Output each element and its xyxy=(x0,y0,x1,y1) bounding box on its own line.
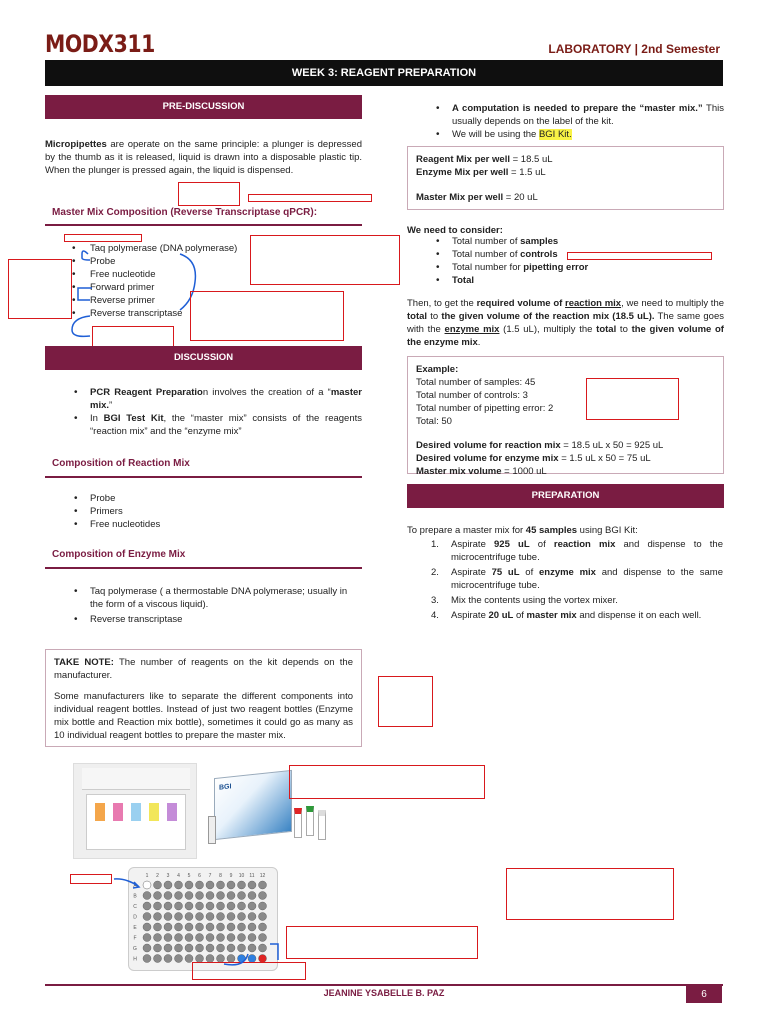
plate-well xyxy=(185,944,193,952)
tube-white-cap-icon xyxy=(318,810,326,840)
plate-well xyxy=(227,881,235,889)
plate-well xyxy=(143,892,151,900)
annotation-box xyxy=(8,259,72,319)
arrow-icon xyxy=(112,874,142,890)
plate-well xyxy=(227,902,235,910)
desired-enzyme: Desired volume for enzyme mix = 1.5 uL x 50 = 75 uL xyxy=(416,453,651,464)
plate-well xyxy=(154,934,162,942)
semester-label: LABORATORY | 2nd Semester xyxy=(548,42,720,56)
plate-well xyxy=(206,892,214,900)
annotation-box xyxy=(506,868,674,920)
example-title: Example: xyxy=(416,364,459,375)
plate-well xyxy=(227,923,235,931)
annotation-box xyxy=(178,182,240,206)
example-line: Total number of samples: 45 xyxy=(416,377,536,388)
list-item: • Taq polymerase ( a thermostable DNA polymerase; usually in the form of a viscous liquid). xyxy=(68,585,360,611)
tube-icon xyxy=(131,803,141,821)
tube-icon xyxy=(113,803,123,821)
plate-col-label: 7 xyxy=(208,873,212,879)
footer-rule xyxy=(45,984,723,986)
plate-well xyxy=(238,902,246,910)
plate-well xyxy=(206,934,214,942)
plate-well xyxy=(143,913,151,921)
plate-well xyxy=(143,934,151,942)
annotation-box xyxy=(250,235,400,285)
plate-well xyxy=(248,881,256,889)
plate-well xyxy=(196,913,204,921)
plate-well xyxy=(196,881,204,889)
highlight: BGI Kit. xyxy=(538,129,572,140)
plate-col-label: 6 xyxy=(198,873,201,879)
plate-well xyxy=(259,913,267,921)
plate-row-label: D xyxy=(133,914,137,921)
section-rule xyxy=(45,476,362,478)
prep-intro: To prepare a master mix for 45 samples using BGI Kit: xyxy=(407,525,638,536)
kit-brand-label: BGI xyxy=(219,783,232,792)
course-code: MODX311 xyxy=(45,30,155,58)
enzyme-list xyxy=(68,585,360,626)
plate-well xyxy=(248,892,256,900)
plate-row-label: C xyxy=(133,904,137,910)
plate-well xyxy=(164,881,172,889)
tube-red-cap-icon xyxy=(294,808,302,838)
plate-well xyxy=(154,881,162,889)
plate-well xyxy=(154,923,162,931)
example-line: Total number of pipetting error: 2 xyxy=(416,403,554,414)
plate-col-label: 1 xyxy=(145,873,149,879)
prep-steps xyxy=(407,538,723,622)
plate-well xyxy=(164,923,172,931)
plate-well xyxy=(217,923,225,931)
bracket-arrows-icon xyxy=(60,240,210,340)
plate-well xyxy=(154,892,162,900)
list-item: • Forward primer xyxy=(66,281,266,294)
footer-author: JEANINE YSABELLE B. PAZ xyxy=(323,988,445,998)
example-line: Total: 50 xyxy=(416,416,452,427)
plate-well xyxy=(259,892,267,900)
plate-well xyxy=(175,934,183,942)
plate-well xyxy=(238,881,246,889)
prediscussion-header: PRE-DISCUSSION xyxy=(45,95,362,119)
reaction-list xyxy=(68,492,358,531)
reaction-mix-title: Composition of Reaction Mix xyxy=(52,458,190,469)
consider-list xyxy=(430,235,720,287)
plate-well xyxy=(175,923,183,931)
plate-col-label: 3 xyxy=(166,873,170,879)
plate-well xyxy=(185,934,193,942)
plate-col-label: 4 xyxy=(177,873,180,879)
plate-well xyxy=(217,892,225,900)
plate-well xyxy=(196,892,204,900)
plate-well xyxy=(217,902,225,910)
tube-icon xyxy=(149,803,159,821)
preparation-header: PREPARATION xyxy=(407,484,724,508)
plate-well xyxy=(238,913,246,921)
reagent-kit-photo xyxy=(73,763,197,859)
master-per-well: Master Mix per well = 20 uL xyxy=(416,192,538,203)
arrow-icon xyxy=(214,940,284,968)
plate-well xyxy=(143,923,151,931)
plate-col-label: 9 xyxy=(229,873,233,879)
plate-well xyxy=(206,902,214,910)
plate-well xyxy=(164,944,172,952)
plate-row-label: E xyxy=(133,925,137,931)
plate-well xyxy=(164,902,172,910)
plate-well xyxy=(259,902,267,910)
plate-well xyxy=(248,902,256,910)
plate-well xyxy=(175,892,183,900)
list-item: • We will be using the BGI Kit. xyxy=(430,128,724,141)
plate-well xyxy=(175,944,183,952)
plate-well xyxy=(259,923,267,931)
master-mix-title: Master Mix Composition (Reverse Transcriptase qPCR): xyxy=(52,207,318,218)
plate-well xyxy=(164,934,172,942)
tube-icon xyxy=(167,803,177,821)
plate-well xyxy=(206,944,214,952)
example-line: Total number of controls: 3 xyxy=(416,390,528,401)
annotation-box xyxy=(567,252,712,260)
plate-well xyxy=(164,913,172,921)
annotation-box xyxy=(586,378,679,420)
list-item: • Reverse primer xyxy=(66,294,266,307)
computation-list xyxy=(430,102,724,141)
kit-lid xyxy=(82,768,190,790)
list-item: • Primers xyxy=(68,505,358,518)
plate-well xyxy=(217,881,225,889)
plate-col-label: 11 xyxy=(249,873,255,879)
annotation-box xyxy=(70,874,112,884)
annotation-box xyxy=(248,194,372,202)
page-number: 6 xyxy=(686,986,722,1003)
discussion-header: DISCUSSION xyxy=(45,346,362,370)
take-note-box xyxy=(45,649,362,747)
per-well-box xyxy=(407,146,724,210)
plate-col-label: 2 xyxy=(156,873,159,879)
plate-well xyxy=(154,955,162,963)
plate-well xyxy=(196,934,204,942)
enzyme-mix-title: Composition of Enzyme Mix xyxy=(52,549,186,560)
plate-well xyxy=(196,944,204,952)
plate-well xyxy=(143,955,151,963)
list-item: • Total xyxy=(430,274,720,287)
list-item: • Probe xyxy=(66,255,266,268)
list-item: • In BGI Test Kit, the “master mix” consists of the reagents “reaction mix” and the “enzyme mix” xyxy=(68,412,362,438)
plate-col-label: 10 xyxy=(238,873,245,879)
plate-row-label: G xyxy=(133,946,137,952)
plate-row-label: F xyxy=(133,935,137,942)
plate-well xyxy=(206,923,214,931)
plate-well xyxy=(185,923,193,931)
plate-well xyxy=(206,881,214,889)
vial-icon xyxy=(208,816,216,844)
plate-well xyxy=(217,913,225,921)
list-item: • Total number of controls xyxy=(430,248,720,261)
tube-green-cap-icon xyxy=(306,806,314,836)
tube-icon xyxy=(95,803,105,821)
plate-well xyxy=(238,892,246,900)
plate-well xyxy=(259,881,267,889)
plate-well xyxy=(143,881,151,889)
list-item: • Free nucleotides xyxy=(68,518,358,531)
plate-well xyxy=(185,913,193,921)
enzyme-per-well: Enzyme Mix per well = 1.5 uL xyxy=(416,167,546,178)
plate-row-label: H xyxy=(133,956,137,963)
plate-well xyxy=(175,881,183,889)
reagent-per-well: Reagent Mix per well = 18.5 uL xyxy=(416,154,553,165)
section-rule xyxy=(45,567,362,569)
annotation-box xyxy=(190,291,344,341)
plate-well xyxy=(154,944,162,952)
plate-well xyxy=(196,923,204,931)
annotation-box xyxy=(289,765,485,799)
plate-well xyxy=(175,955,183,963)
list-item: • Free nucleotide xyxy=(66,268,266,281)
list-item: • Total number for pipetting error xyxy=(430,261,720,274)
plate-well xyxy=(227,892,235,900)
plate-well xyxy=(238,923,246,931)
plate-well xyxy=(154,913,162,921)
list-item: • Total number of samples xyxy=(430,235,720,248)
plate-well xyxy=(248,923,256,931)
list-item: • PCR Reagent Preparation involves the creation of a “master mix.” xyxy=(68,386,362,412)
plate-well xyxy=(143,944,151,952)
note-body: Some manufacturers like to separate the different components into individual reagent bottles. Instead of just two reagent bottles (Enzyme mix bottle and Reaction mix bottle), sometimes it could go as many as 10 individual reagent bottles to prepare the master mix. xyxy=(54,691,353,741)
plate-well xyxy=(248,913,256,921)
plate-well xyxy=(227,913,235,921)
plate-well xyxy=(196,902,204,910)
kit-box xyxy=(86,794,186,850)
plate-well xyxy=(185,902,193,910)
master-mix-volume: Master mix volume = 1000 uL xyxy=(416,466,547,477)
kit-package xyxy=(214,770,292,840)
micropipette-paragraph xyxy=(45,138,362,177)
plate-well xyxy=(185,881,193,889)
annotation-box xyxy=(286,926,478,959)
annotation-box xyxy=(378,676,433,727)
plate-row-label: B xyxy=(133,893,137,900)
plate-col-label: 12 xyxy=(259,873,266,879)
list-item: 2. Aspirate 75 uL of enzyme mix and dispense to the same microcentrifuge tube. xyxy=(431,567,723,591)
plate-row-label: A xyxy=(133,883,137,889)
micropipette-term: Micropipettes xyxy=(45,139,107,150)
plate-col-label: 5 xyxy=(187,873,191,879)
desired-reaction: Desired volume for reaction mix = 18.5 uL x 50 = 925 uL xyxy=(416,440,664,451)
plate-well xyxy=(206,913,214,921)
list-item: • Taq polymerase (DNA polymerase) xyxy=(66,242,266,255)
discussion-list xyxy=(68,386,362,438)
list-item: • Probe xyxy=(68,492,358,505)
plate-well xyxy=(175,902,183,910)
plate-well xyxy=(164,955,172,963)
note-intro: TAKE NOTE: The number of reagents on the kit depends on the manufacturer. xyxy=(54,657,353,681)
week-title-bar: WEEK 3: REAGENT PREPARATION xyxy=(45,60,723,86)
plate-well xyxy=(143,902,151,910)
list-item: 3. Mix the contents using the vortex mixer. xyxy=(431,595,618,606)
plate-col-label: 8 xyxy=(219,873,222,879)
list-item: 1. Aspirate 925 uL of reaction mix and dispense to the microcentrifuge tube. xyxy=(431,539,723,563)
plate-well xyxy=(154,902,162,910)
section-rule xyxy=(45,224,362,226)
list-item: • Reverse transcriptase xyxy=(66,307,266,320)
plate-well xyxy=(185,892,193,900)
plate-well xyxy=(164,892,172,900)
list-item: • A computation is needed to prepare the “master mix.” This usually depends on the label of the kit. xyxy=(430,102,724,128)
consider-title: We need to consider: xyxy=(407,225,503,236)
then-paragraph: Then, to get the required volume of reaction mix, we need to multiply the total to the given volume of the reaction mix (18.5 uL). The same goes with the enzyme mix (1.5 uL), multiply the total to the given volume of the enzyme mix. xyxy=(407,298,725,348)
micropipette-text: are operate on the same principle: a plunger is depressed by the thumb as it is released, liquid is drawn into a disposable plastic tip. When the plunger is pressed again, the liquid is dispensed. xyxy=(45,139,362,176)
plate-well xyxy=(175,913,183,921)
list-item: 4. Aspirate 20 uL of master mix and dispense it on each well. xyxy=(431,610,702,621)
list-item: • Reverse transcriptase xyxy=(68,613,360,626)
